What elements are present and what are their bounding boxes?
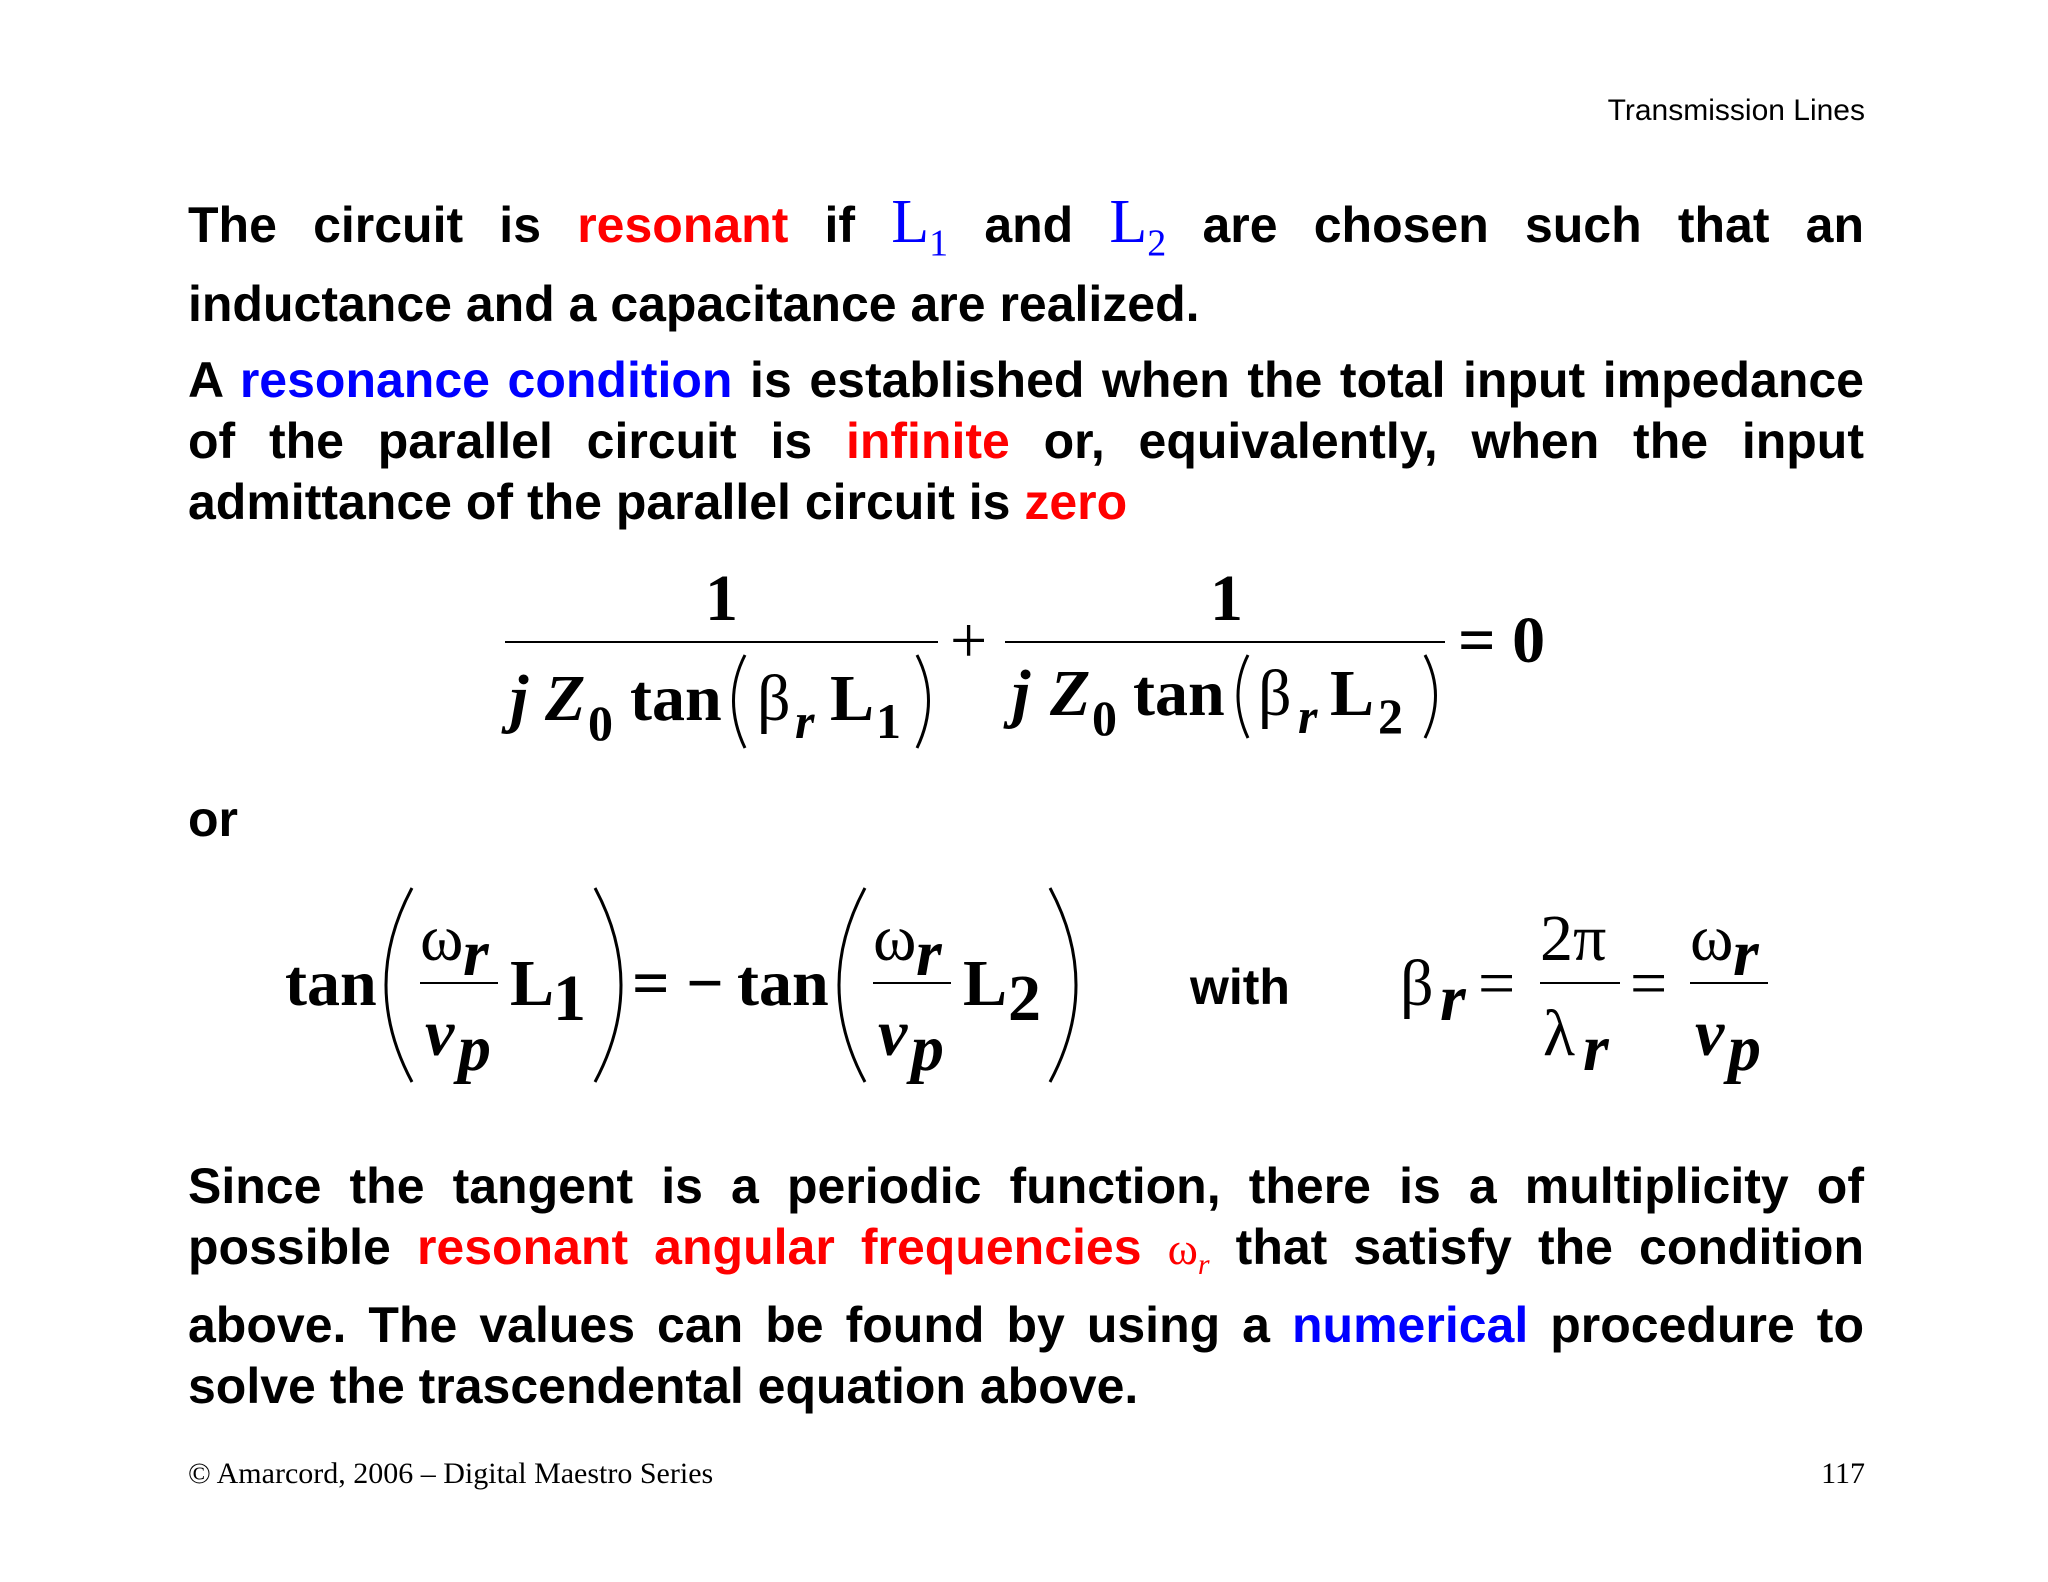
section-header: Transmission Lines	[1607, 94, 1865, 127]
eq2-r-3: r	[1733, 917, 1759, 990]
eq2-omega-1: ω	[420, 902, 464, 975]
p1-text-1: The circuit is	[188, 197, 578, 253]
eq2-paren-close-1	[595, 888, 621, 1082]
term-infinite: infinite	[845, 413, 1010, 469]
eq1-Z-1: Z	[545, 662, 586, 735]
or-label: or	[188, 791, 238, 847]
eq1-tan-1: tan	[630, 662, 722, 735]
footer-page-number: 117	[1821, 1457, 1865, 1490]
p3-text-3: procedure to solve the trascendental equation above.	[188, 1297, 1864, 1415]
eq1-plus: +	[950, 604, 988, 677]
eq1-L-sub-1: 1	[876, 693, 901, 749]
eq1-r-2: r	[1298, 688, 1318, 744]
eq1-L-2: L	[1330, 657, 1375, 730]
eq1-Z-sub-2: 0	[1092, 690, 1117, 746]
p2-text-3: or, equivalently, when the input admittance of the parallel circuit is	[188, 413, 1864, 530]
eq1-Z-2: Z	[1050, 657, 1091, 730]
eq1-j-1: j	[510, 662, 529, 735]
eq2-v-2: v	[878, 997, 908, 1070]
eq2-paren-open-1	[386, 888, 412, 1082]
term-zero: zero	[1024, 474, 1128, 530]
eq2-v-1: v	[425, 997, 455, 1070]
p1-text-2: if	[788, 197, 892, 253]
eq2-lambda-sub: r	[1583, 1012, 1609, 1085]
footer-copyright: © Amarcord, 2006 – Digital Maestro Series	[188, 1457, 714, 1490]
p3-text-2: that satisfy the condition above. The values can be found by using a	[188, 1219, 1864, 1354]
eq1-L-sub-2: 2	[1378, 688, 1403, 744]
eq2-equals-2: =	[1630, 947, 1668, 1020]
eq2-tan-left: tan	[285, 947, 377, 1020]
eq1-Z-sub-1: 0	[588, 695, 613, 751]
eq1-beta-1: β	[757, 662, 791, 735]
term-resonance-condition: resonance condition	[239, 352, 733, 408]
p2-text-2: is established when the total input impedance of the parallel circuit is	[188, 352, 1864, 469]
term-resonant-angular-frequencies: resonant angular frequencies	[416, 1219, 1142, 1275]
eq2-omega-2: ω	[873, 902, 917, 975]
eq1-L-1: L	[830, 662, 875, 735]
eq2-equals-1: =	[1478, 947, 1516, 1020]
eq2-paren-close-2	[1050, 888, 1076, 1082]
p3-text-1: Since the tangent is a periodic function, there is a multiplicity of possible	[188, 1158, 1864, 1275]
eq2-p-1: p	[458, 1012, 491, 1085]
eq1-r-1: r	[795, 693, 815, 749]
eq2-L-1: L	[510, 947, 555, 1020]
p1-text-4: are chosen such that an inductance and a capacitance are realized.	[188, 197, 1864, 333]
paragraph-multiplicity	[188, 1156, 1864, 1417]
eq2-two-pi: 2π	[1540, 902, 1607, 975]
term-numerical: numerical	[1292, 1297, 1529, 1354]
eq1-beta-2: β	[1258, 657, 1292, 730]
eq2-equals-minus: = −	[632, 947, 724, 1020]
eq2-L-sub-2: 2	[1008, 962, 1041, 1035]
p2-text-1: A	[188, 352, 240, 408]
eq2-beta-sub: r	[1440, 962, 1466, 1035]
eq2-p-3: p	[1728, 1012, 1761, 1085]
eq2-v-3: v	[1695, 997, 1725, 1070]
eq1-tan-2: tan	[1133, 657, 1225, 730]
eq1-numerator-1: 1	[705, 562, 738, 635]
eq1-numerator-2: 1	[1210, 562, 1243, 635]
eq1-j-2: j	[1012, 657, 1031, 730]
symbol-L1: $L_1$	[891, 188, 949, 265]
eq2-r-2: r	[916, 917, 942, 990]
eq2-p-2: p	[911, 1012, 944, 1085]
eq2-omega-3: ω	[1690, 902, 1734, 975]
eq2-paren-open-2	[839, 888, 865, 1082]
eq2-beta: β	[1400, 947, 1434, 1020]
symbol-L2: $L_2$	[1109, 188, 1167, 265]
term-resonant: resonant	[577, 197, 789, 253]
eq2-lambda: λ	[1543, 997, 1576, 1070]
eq2-r-1: r	[463, 917, 489, 990]
eq2-tan-right: tan	[737, 947, 829, 1020]
eq2-L-sub-1: 1	[553, 962, 586, 1035]
with-label: with	[1190, 959, 1290, 1015]
eq1-equals-zero: = 0	[1458, 604, 1546, 677]
symbol-omega-r: $\omega_r$	[1167, 1223, 1210, 1282]
eq2-L-2: L	[963, 947, 1008, 1020]
p1-text-3: and	[948, 197, 1110, 253]
